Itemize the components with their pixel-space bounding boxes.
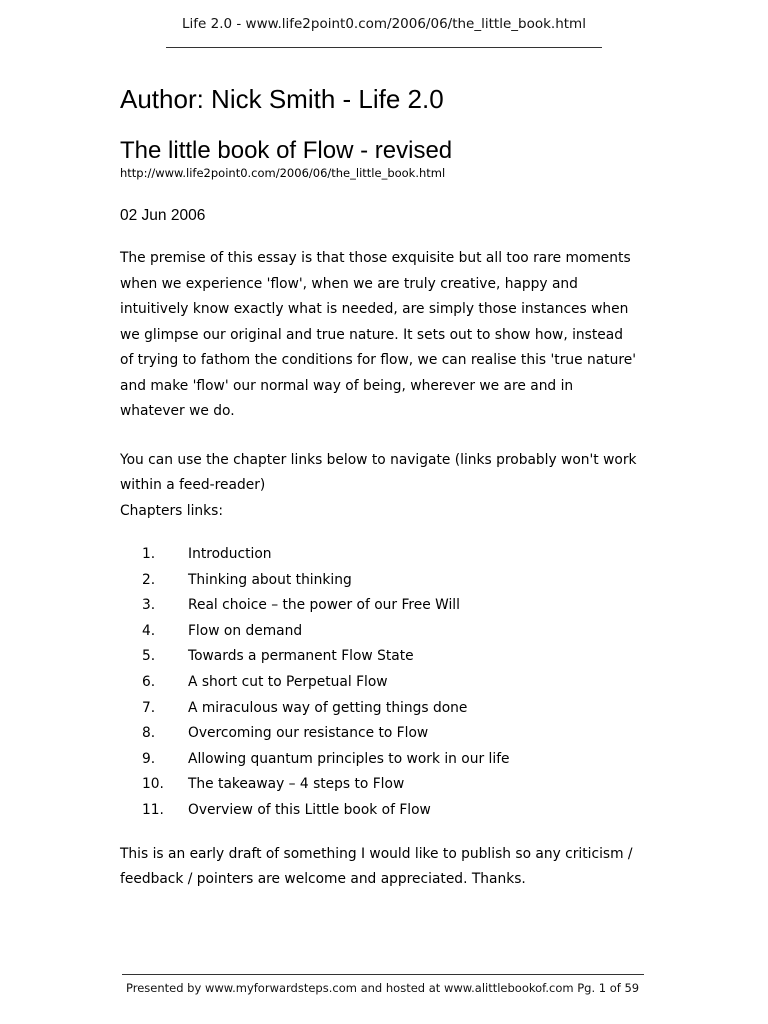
chapter-number: 8. — [142, 725, 156, 742]
chapter-number: 5. — [142, 648, 156, 665]
author-heading: Author: Nick Smith - Life 2.0 — [120, 84, 444, 114]
chapter-link[interactable]: Towards a permanent Flow State — [188, 648, 414, 665]
chapter-item[interactable] — [120, 670, 640, 696]
chapter-item[interactable] — [120, 772, 640, 798]
chapter-number: 11. — [142, 801, 164, 818]
chapter-number: 1. — [142, 546, 156, 562]
navigation-note: You can use the chapter links below to navigate (links probably won't work within a feed-reader) — [120, 451, 637, 493]
footer-divider — [122, 974, 644, 975]
header-divider — [166, 47, 602, 48]
chapter-number: 10. — [142, 776, 164, 793]
chapter-number: 3. — [142, 597, 156, 614]
article-date: 02 Jun 2006 — [120, 207, 206, 224]
article-title: The little book of Flow - revised — [120, 137, 453, 164]
chapter-item[interactable] — [120, 593, 640, 619]
chapters-label: Chapters links: — [120, 502, 223, 519]
chapter-item[interactable] — [120, 798, 640, 824]
chapter-link[interactable]: A miraculous way of getting things done — [188, 699, 468, 716]
chapter-number: 9. — [142, 750, 156, 767]
intro-paragraph: The premise of this essay is that those exquisite but all too rare moments when we experience 'flow', when we are truly creative, happy and intuitively know exactly what is needed, are simply those instances when we glimpse our original and true nature. It sets out to show how, instead of trying to fathom the conditions for flow, we can realise this 'true nature' and make 'flow' our normal way of being, wherever we are and in whatever we do. — [120, 250, 636, 419]
chapter-link[interactable]: A short cut to Perpetual Flow — [188, 673, 388, 690]
chapter-link[interactable]: Real choice – the power of our Free Will — [188, 597, 460, 614]
chapter-link[interactable]: The takeaway – 4 steps to Flow — [188, 776, 405, 793]
page-footer: Presented by www.myforwardsteps.com and hosted at www.alittlebookof.com Pg. 1 of 59 — [126, 981, 640, 995]
page-header: Life 2.0 - www.life2point0.com/2006/06/the_little_book.html — [182, 16, 586, 32]
chapter-item[interactable] — [120, 747, 640, 773]
chapter-item[interactable] — [120, 696, 640, 722]
closing-paragraph: This is an early draft of something I would like to publish so any criticism / feedback / pointers are welcome and appreciated. Thanks. — [120, 845, 633, 888]
article-body — [120, 84, 640, 893]
chapter-number: 6. — [142, 673, 156, 690]
chapter-link[interactable]: Overview of this Little book of Flow — [188, 801, 431, 818]
chapter-link[interactable]: Overcoming our resistance to Flow — [188, 725, 429, 742]
chapter-number: 7. — [142, 699, 156, 716]
chapter-link[interactable]: Introduction — [188, 546, 272, 562]
chapter-item[interactable] — [120, 721, 640, 747]
chapter-link[interactable]: Thinking about thinking — [188, 571, 352, 588]
chapter-item[interactable] — [120, 644, 640, 670]
chapter-link[interactable]: Allowing quantum principles to work in our life — [188, 750, 510, 767]
chapter-item[interactable] — [120, 619, 640, 645]
chapter-list — [120, 542, 640, 824]
article-url[interactable]: http://www.life2point0.com/2006/06/the_little_book.html — [120, 166, 446, 180]
chapter-item[interactable] — [120, 542, 640, 568]
chapter-link[interactable]: Flow on demand — [188, 622, 303, 639]
chapter-number: 2. — [142, 571, 156, 588]
chapter-number: 4. — [142, 622, 156, 639]
chapter-item[interactable] — [120, 568, 640, 594]
